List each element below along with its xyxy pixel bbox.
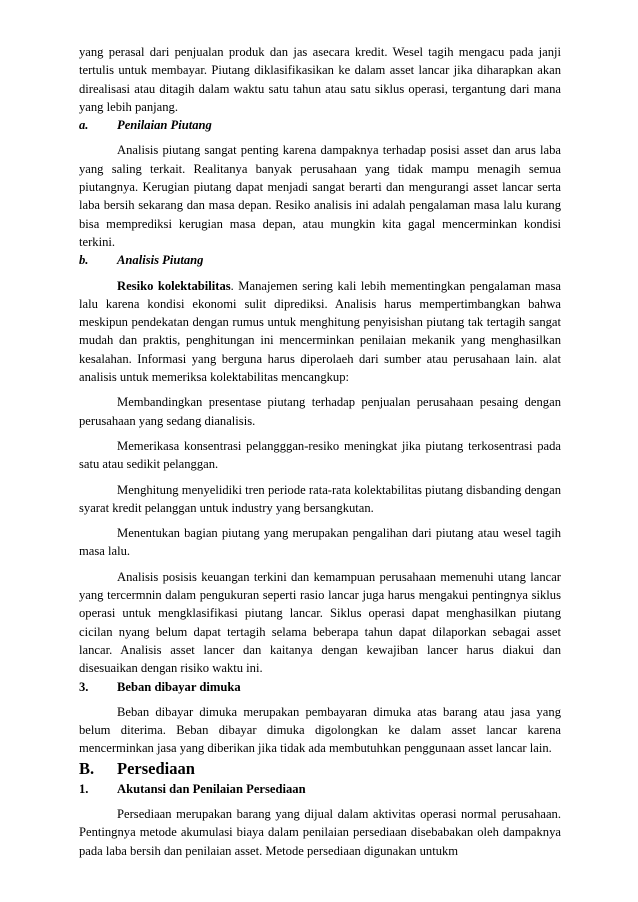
heading-penilaian-piutang: a. Penilaian Piutang xyxy=(79,118,212,133)
heading-persediaan: B. Persediaan xyxy=(79,758,195,778)
paragraph-resiko-kolektabilitas: Resiko kolektabilitas. Manajemen sering kali lebih mementingkan pengalaman masa lalu karena kondisi ekonomi sulit diprediksi. Analisis harus mempertimbangkan bahwa meskipun pendekatan dengan rumus untuk menghitung penyisishan piutang tak tertagih sangat mudah dan praktis, penghitungan ini mencerminkan penilaian mekanik yang menghasilkan kesalahan. Informasi yang berguna harus diperolaeh dari sumber atau perusahaan lain. alat analisis untuk memeriksa kolektabilitas mencangkup: xyxy=(79,278,562,385)
heading-akutansi-penilaian: 1. Akutansi dan Penilaian Persediaan xyxy=(79,781,306,796)
heading-beban-dibayar-dimuka: 3. Beban dibayar dimuka xyxy=(79,679,241,694)
bold-lead: Resiko kolektabilitas xyxy=(117,278,231,293)
paragraph-persediaan: Persediaan merupakan barang yang dijual dalam aktivitas operasi normal perusahaan. Pentingnya metode akumulasi biaya dalam penilaian persediaan disebabakan oleh dampaknya pada laba bersih dan penilaian asset. Metode persediaan digunakan untukm xyxy=(79,806,561,858)
page-body xyxy=(79,43,561,860)
paragraph-membandingkan: Membandingkan presentase piutang terhadap penjualan perusahaan pesaing dengan perusahaan yang sedang dianalisis. xyxy=(79,395,561,428)
paragraph-menentukan: Menentukan bagian piutang yang merupakan pengalihan dari piutang atau wesel tagih masa lalu. xyxy=(79,526,561,559)
paragraph-analisis-piutang: Analisis piutang sangat penting karena dampaknya terhadap posisi asset dan arus laba yang saling terkait. Realitanya banyak perusahaan yang tidak mampu menagih semua piutangnya. Kerugian piutang dapat menjadi sangat berarti dan mengurangi asset lancar serta laba bersih sekarang dan masa depan. Resiko analisis ini adalah pengalaman masa lalu kurang bisa memprediksi kerugian masa depan, atau mungkin kita gagal mencerminkan kondisi terkini. xyxy=(79,143,561,249)
paragraph-analisis-posisi: Analisis posisis keuangan terkini dan kemampuan perusahaan memenuhi utang lancar yang tercermnin dalam pengukuran seperti rasio lancar juga harus mengakui pentingnya siklus operasi untuk mengklasifikasi piutang lancar. Siklus operasi dapat menghasilkan piutang cicilan nyang belum dapat tertagih selama beberapa tahun dapat dilaporkan sebagai asset lancar. Analisis asset lancer dan kaitanya dengan kewajiban lancer harus diakui dan disesuaikan dengan risiko waktu ini. xyxy=(79,569,561,676)
paragraph-memerikasa: Memerikasa konsentrasi pelangggan-resiko meningkat jika piutang terkosentrasi pada satu atau sedikit pelanggan. xyxy=(79,438,561,472)
paragraph-piutang-definition: yang perasal dari penjualan produk dan jas asecara kredit. Wesel tagih mengacu pada janji tertulis untuk membayar. Piutang diklasifikasikan ke dalam asset lancar jika diharapkan akan direalisasi atau ditagih dalam waktu satu tahun atau satu siklus operasi, tergantung dari mana yang lebih panjang. xyxy=(79,45,561,114)
heading-analisis-piutang: b. Analisis Piutang xyxy=(79,253,204,268)
paragraph-menghitung: Menghitung menyelidiki tren periode rata-rata kolektabilitas piutang disbanding dengan syarat kredit pelanggan untuk industry yang bersangkutan. xyxy=(79,482,561,515)
paragraph-beban-dibayar: Beban dibayar dimuka merupakan pembayaran dimuka atas barang atau jasa yang belum diterima. Beban dibayar dimuka digolongkan ke dalam asset lancar karena mencerminkan jasa yang diberikan jika tidak ada membutuhkan penggunaan asset lancar lain. xyxy=(79,704,561,756)
